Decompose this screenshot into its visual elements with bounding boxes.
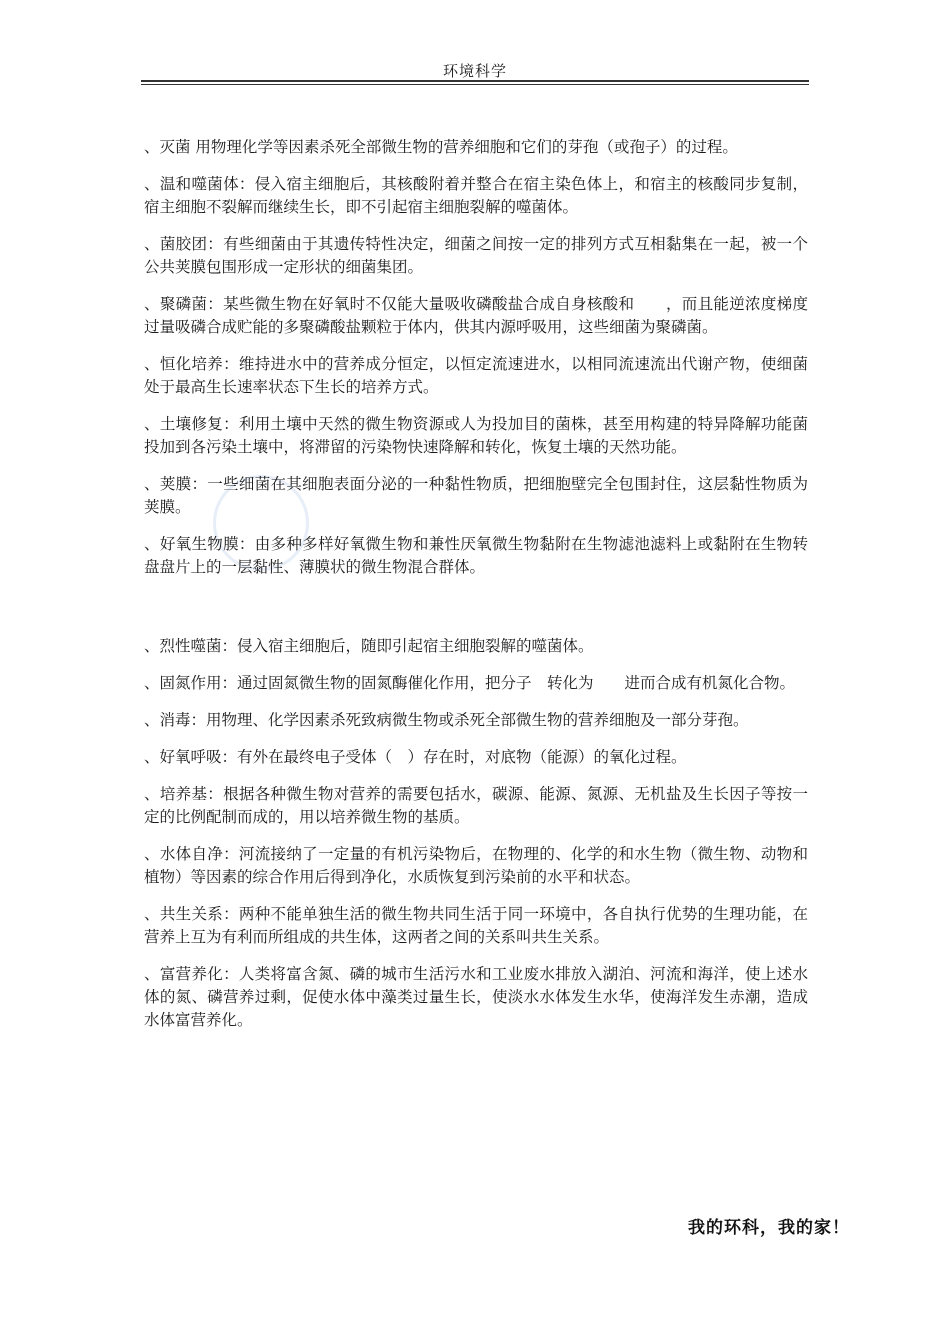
definition-entry: 、培养基：根据各种微生物对营养的需要包括水，碳源、能源、氮源、无机盐及生长因子等按一定的比例配制而成的，用以培养微生物的基质。 bbox=[144, 785, 808, 826]
definition-entry: 、温和噬菌体：侵入宿主细胞后，其核酸附着并整合在宿主染色体上，和宿主的核酸同步复制，宿主细胞不裂解而继续生长，即不引起宿主细胞裂解的噬菌体。 bbox=[144, 175, 808, 216]
page-header-title: 环境科学 bbox=[442, 62, 507, 80]
definition-entry: 、土壤修复：利用土壤中天然的微生物资源或人为投加目的菌株，甚至用构建的特异降解功能菌投加到各污染土壤中，将滞留的污染物快速降解和转化，恢复土壤的天然功能。 bbox=[144, 415, 808, 456]
definition-entry: 、烈性噬菌：侵入宿主细胞后，随即引起宿主细胞裂解的噬菌体。 bbox=[144, 637, 594, 655]
footer-slogan: 我的环科，我的家！ bbox=[688, 1218, 850, 1238]
definition-entry: 、好氧生物膜：由多种多样好氧微生物和兼性厌氧微生物黏附在生物滤池滤料上或黏附在生物转盘盘片上的一层黏性、薄膜状的微生物混合群体。 bbox=[144, 535, 808, 576]
definition-entry: 、消毒：用物理、化学因素杀死致病微生物或杀死全部微生物的营养细胞及一部分芽孢。 bbox=[144, 711, 749, 729]
header-rule-thick bbox=[141, 80, 809, 82]
definition-entry: 、灭菌 用物理化学等因素杀死全部微生物的营养细胞和它们的芽孢（或孢子）的过程。 bbox=[144, 138, 738, 156]
definition-entry: 、固氮作用：通过固氮微生物的固氮酶催化作用，把分子 转化为 进而合成有机氮化合物。 bbox=[144, 674, 796, 692]
section-gap bbox=[144, 593, 808, 635]
definition-entry: 、富营养化：人类将富含氮、磷的城市生活污水和工业废水排放入湖泊、河流和海洋，使上述水体的氮、磷营养过剩，促使水体中藻类过量生长，使淡水水体发生水华，使海洋发生赤潮，造成水体富营养化。 bbox=[144, 965, 808, 1029]
header-rule-thin bbox=[141, 84, 809, 85]
definition-entry: 、恒化培养：维持进水中的营养成分恒定，以恒定流速进水，以相同流速流出代谢产物，使细菌处于最高生长速率状态下生长的培养方式。 bbox=[144, 355, 808, 396]
definition-entry: 、水体自净：河流接纳了一定量的有机污染物后，在物理的、化学的和水生物（微生物、动物和植物）等因素的综合作用后得到净化，水质恢复到污染前的水平和状态。 bbox=[144, 845, 808, 886]
definition-entry: 、菌胶团：有些细菌由于其遗传特性决定，细菌之间按一定的排列方式互相黏集在一起，被一个公共荚膜包围形成一定形状的细菌集团。 bbox=[144, 235, 808, 276]
definition-entry: 、聚磷菌：某些微生物在好氧时不仅能大量吸收磷酸盐合成自身核酸和 ，而且能逆浓度梯度过量吸磷合成贮能的多聚磷酸盐颗粒于体内，供其内源呼吸用，这些细菌为聚磷菌。 bbox=[144, 295, 808, 336]
document-body bbox=[144, 136, 808, 1046]
definition-entry: 、共生关系：两种不能单独生活的微生物共同生活于同一环境中，各自执行优势的生理功能，在营养上互为有利而所组成的共生体，这两者之间的关系叫共生关系。 bbox=[144, 905, 808, 946]
definition-entry: 、好氧呼吸：有外在最终电子受体（ ）存在时，对底物（能源）的氧化过程。 bbox=[144, 748, 687, 766]
definition-entry: 、荚膜：一些细菌在其细胞表面分泌的一种黏性物质，把细胞壁完全包围封住，这层黏性物质为荚膜。 bbox=[144, 475, 808, 516]
